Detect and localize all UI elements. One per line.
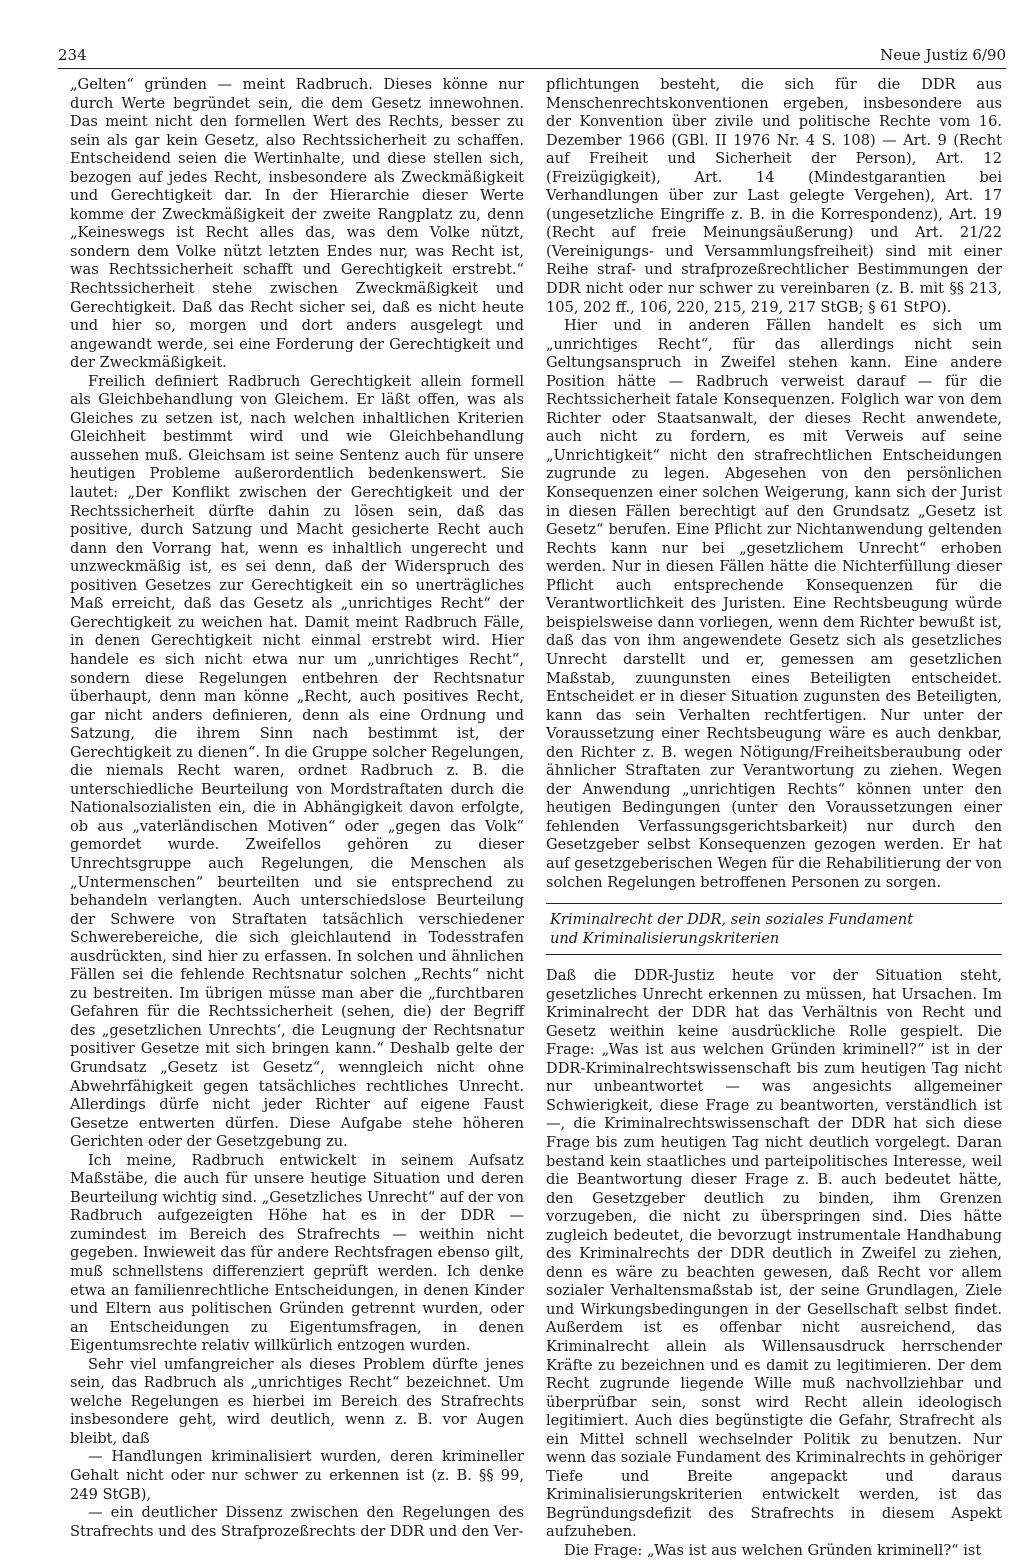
list-item: — Handlungen kriminalisiert wurden, deren krimineller Gehalt nicht oder nur schwer zu erkennen ist (z. B. §§ 99, 249 StGB), <box>70 1448 524 1503</box>
page-number: 234 <box>58 46 87 64</box>
section-rule-top <box>546 903 1002 904</box>
paragraph: Sehr viel umfangreicher als dieses Problem dürfte jenes sein, das Radbruch als „unrichtiges Recht“ bezeichnet. Um welche Regelungen es hierbei im Bereich des Strafrechts insbesondere geht, wird deutlich, wenn z. B. vor Augen bleibt, daß <box>70 1355 524 1447</box>
section-heading <box>546 910 1002 948</box>
paragraph: pflichtungen besteht, die sich für die DDR aus Menschenrechtskonventionen ergeben, insbesondere aus der Konvention über zivile und politische Rechte vom 16. Dezember 1966 (GBl. II 1976 Nr. 4 S. 108) — Art. 9 (Recht auf Freiheit und Sicherheit der Person), Art. 12 (Freizügigkeit), Art. 14 (Mindestgarantien bei Verhandlungen über zur Last gelegte Vergehen), Art. 17 (ungesetzliche Eingriffe z. B. in die Korrespondenz), Art. 19 (Recht auf freie Meinungsäußerung) und Art. 21/22 (Vereinigungs- und Versammlungsfreiheit) sind mit einer Reihe straf- und strafprozeßrechtlicher Bestimmungen der DDR nicht oder nur schwer zu vereinbaren (z. B. mit §§ 213, 105, 202 ff., 106, 220, 215, 219, 217 StGB; § 61 StPO). <box>546 76 1002 316</box>
section-rule-bottom <box>546 954 1002 955</box>
right-column <box>546 76 1002 1561</box>
paragraph: Hier und in anderen Fällen handelt es sich um „unrichtiges Recht“, für das allerdings nicht sein Geltungsanspruch in Zweifel stehen kann. Eine andere Position hätte — Radbruch verweist darauf — für die Rechtssicherheit fatale Konsequenzen. Folglich war von dem Richter oder Staatsanwalt, der dieses Recht anwendete, auch nicht zu fordern, es mit Verweis auf seine „Unrichtigkeit“ nicht den strafrechtlichen Entscheidungen zugrunde zu legen. Abgesehen von den persönlichen Konsequenzen einer solchen Weigerung, kann sich der Jurist in diesen Fällen berechtigt auf den Grundsatz „Gesetz ist Gesetz“ berufen. Eine Pflicht zur Nichtanwendung geltenden Rechts kann nur bei „gesetzlichem Unrecht“ erhoben werden. Nur in diesen Fällen hätte die Nichterfüllung dieser Pflicht auch entsprechende Konsequenzen für die Verantwortlichkeit des Juristen. Eine Rechtsbeugung würde beispielsweise dann vorliegen, wenn dem Richter bewußt ist, daß das von ihm angewendete Gesetz sich als gesetzliches Unrecht darstellt und er, gemessen am gesetzlichen Maßstab, zuungunsten eines Beteiligten entscheidet. Entscheidet er in dieser Situation zugunsten des Beteiligten, kann das sein Verhalten rechtfertigen. Nur unter der Voraussetzung einer Rechtsbeugung wäre es auch denkbar, den Richter z. B. wegen Nötigung/Freiheitsberaubung oder ähnlicher Straftaten zur Verantwortung zu ziehen. Wegen der Anwendung „unrichtigen Rechts“ können unter den heutigen Bedingungen (unter den Voraussetzungen einer fehlenden Verfassungsgerichtsbarkeit) nur durch den Gesetzgeber selbst Konsequenzen gezogen werden. Er hat auf gesetzgeberischen Wegen für die Rehabilitierung der von solchen Regelungen betroffenen Personen zu sorgen. <box>546 317 1002 891</box>
page-header <box>58 44 1006 70</box>
section-heading-line: Kriminalrecht der DDR, sein soziales Fundament <box>550 911 914 929</box>
left-column <box>70 76 524 1541</box>
list-item: — ein deutlicher Dissenz zwischen den Regelungen des Strafrechts und des Strafprozeßrechts der DDR und den Ver- <box>70 1504 524 1540</box>
paragraph: Freilich definiert Radbruch Gerechtigkeit allein formell als Gleichbehandlung von Gleichem. Er läßt offen, was als Gleiches zu setzen ist, nach welchen inhaltlichen Kriterien Gleichheit bestimmt wird und wie Gleichbehandlung aussehen muß. Gleichsam ist seine Sentenz auch für unsere heutigen Probleme außerordentlich bedenkenswert. Sie lautet: „Der Konflikt zwischen der Gerechtigkeit und der Rechtssicherheit dürfte dahin zu lösen sein, daß das positive, durch Satzung und Macht gesicherte Recht auch dann den Vorrang hat, wenn es inhaltlich ungerecht und unzweckmäßig ist, es sei denn, daß der Widerspruch des positiven Gesetzes zur Gerechtigkeit ein so unerträgliches Maß erreicht, daß das Gesetz als „unrichtiges Recht“ der Gerechtigkeit zu weichen hat. Damit meint Radbruch Fälle, in denen Gerechtigkeit nicht einmal erstrebt wird. Hier handele es sich nicht etwa nur um „unrichtiges Recht“, sondern diese Regelungen entbehren der Rechtsnatur überhaupt, denn man könne „Recht, auch positives Recht, gar nicht anders definieren, denn als eine Ordnung und Satzung, die ihrem Sinn nach bestimmt ist, der Gerechtigkeit zu dienen“. In die Gruppe solcher Regelungen, die niemals Recht waren, ordnet Radbruch z. B. die unterschiedliche Beurteilung von Mordstraftaten durch die Nationalsozialisten ein, die in Abhängigkeit davon erfolgte, ob aus „vaterländischen Motiven“ oder „gegen das Volk“ gemordet wurde. Zweifellos gehören zu dieser Unrechtsgruppe auch Regelungen, die Menschen als „Untermenschen“ beurteilten und sie entsprechend zu behandeln verlangten. Auch unterschiedslose Beurteilung der Schwere von Straftaten tatsächlich verschiedener Schwerebereiche, die sich gleichlautend in Todesstrafen ausdrückten, sind hier zu erfassen. In solchen und ähnlichen Fällen sei die fehlende Rechtsnatur solchen „Rechts“ nicht zu bestreiten. Im übrigen müsse man aber die „furchtbaren Gefahren für die Rechtssicherheit (sehen, die) der Begriff des „gesetzlichen Unrechts‘, die Leugnung der Rechtsnatur positiver Gesetze mit sich bringen kann.“ Deshalb gelte der Grundsatz „Gesetz ist Gesetz“, wenngleich nicht ohne Abwehrfähigkeit gegen tatsächliches rechtliches Unrecht. Allerdings dürfe nicht jeder Richter auf eigene Faust Gesetze entwerten dürfen. Diese Aufgabe stehe höheren Gerichten oder der Gesetzgebung zu. <box>70 372 524 1151</box>
paragraph: „Gelten“ gründen — meint Radbruch. Dieses könne nur durch Werte begründet sein, die dem Gesetz innewohnen. Das meint nicht den formellen Wert des Rechts, besser zu sein als gar kein Gesetz, also Rechtssicherheit zu schaffen. Entscheidend seien die Wertinhalte, und diese stellen sich, bezogen auf jedes Recht, insbesondere als Zweckmäßigkeit und Gerechtigkeit dar. In der Hierarchie dieser Werte komme der Zweckmäßigkeit der zweite Rangplatz zu, denn „Keineswegs ist Recht alles das, was dem Volke nützt, sondern dem Volke nützt letzten Endes nur, was Recht ist, was Rechtssicherheit schafft und Gerechtigkeit erstrebt.“ Rechtssicherheit stehe zwischen Zweckmäßigkeit und Gerechtigkeit. Daß das Recht sicher sei, daß es nicht heute und hier so, morgen und dort anders ausgelegt und angewandt werde, sei eine Forderung der Gerechtigkeit und der Zweckmäßigkeit. <box>70 76 524 372</box>
paragraph: Ich meine, Radbruch entwickelt in seinem Aufsatz Maßstäbe, die auch für unsere heutige Situation und deren Beurteilung wichtig sind. „Gesetzliches Unrecht“ auf der von Radbruch aufgezeigten Höhe hat es in der DDR — zumindest im Bereich des Strafrechts — weithin nicht gegeben. Inwieweit das für andere Rechtsfragen ebenso gilt, muß schnellstens differenziert geprüft werden. Ich denke etwa an familienrechtliche Entscheidungen, in denen Kinder und Eltern aus politischen Gründen getrennt wurden, oder an Entscheidungen zu Eigentumsfragen, in denen Eigentumsrechte relativ willkürlich entzogen wurden. <box>70 1151 524 1355</box>
paragraph: Daß die DDR-Justiz heute vor der Situation steht, gesetzliches Unrecht erkennen zu müssen, hat Ursachen. Im Kriminalrecht der DDR hat das Verhältnis von Recht und Gesetz weithin keine ausdrückliche Rolle gespielt. Die Frage: „Was ist aus welchen Gründen kriminell?“ ist in der DDR-Kriminalrechtswissenschaft bis zum heutigen Tag nicht nur unbeantwortet — was angesichts allgemeiner Schwierigkeit, diese Frage zu beantworten, verständlich ist —, die Kriminalrechtswissenschaft der DDR hat sich diese Frage bis zum heutigen Tag nicht deutlich vorgelegt. Daran bestand kein staatliches und parteipolitisches Interesse, weil die Beantwortung dieser Frage z. B. auch bedeutet hätte, den Gesetzgeber deutlich zu binden, ihm Grenzen vorzugeben, die nicht zu überspringen sind. Dies hätte zugleich bedeutet, die bevorzugt instrumentale Handhabung des Kriminalrechts der DDR deutlich in Zweifel zu ziehen, denn es wäre zu beachten gewesen, daß Recht vor allem sozialer Verhaltensmaßstab ist, der seine Grundlagen, Ziele und Wirkungsbedingungen in der Gesellschaft selbst findet. Außerdem ist es offenbar nicht ausreichend, das Kriminalrecht allein als Willensausdruck herrschender Kräfte zu bezeichnen und es damit zu legitimieren. Der dem Recht zugrunde liegende Wille muß nachvollziehbar und überprüfbar sein, sonst wird Recht allein ideologisch legitimiert. Auch dies begünstigte die Gefahr, Strafrecht als ein Mittel schnell wechselnder Politik zu benutzen. Nur wenn das soziale Fundament des Kriminalrechts in gehöriger Tiefe und Breite angepackt und daraus Kriminalisierungskriterien entwickelt werden, ist das Begründungsdefizit des Strafrechts in diesem Aspekt aufzuheben. <box>546 967 1002 1541</box>
header-rule <box>58 68 1006 69</box>
paragraph: Die Frage: „Was ist aus welchen Gründen kriminell?“ ist <box>564 1542 982 1560</box>
journal-issue: Neue Justiz 6/90 <box>880 46 1006 64</box>
section-heading-line: und Kriminalisierungskriterien <box>550 930 780 948</box>
